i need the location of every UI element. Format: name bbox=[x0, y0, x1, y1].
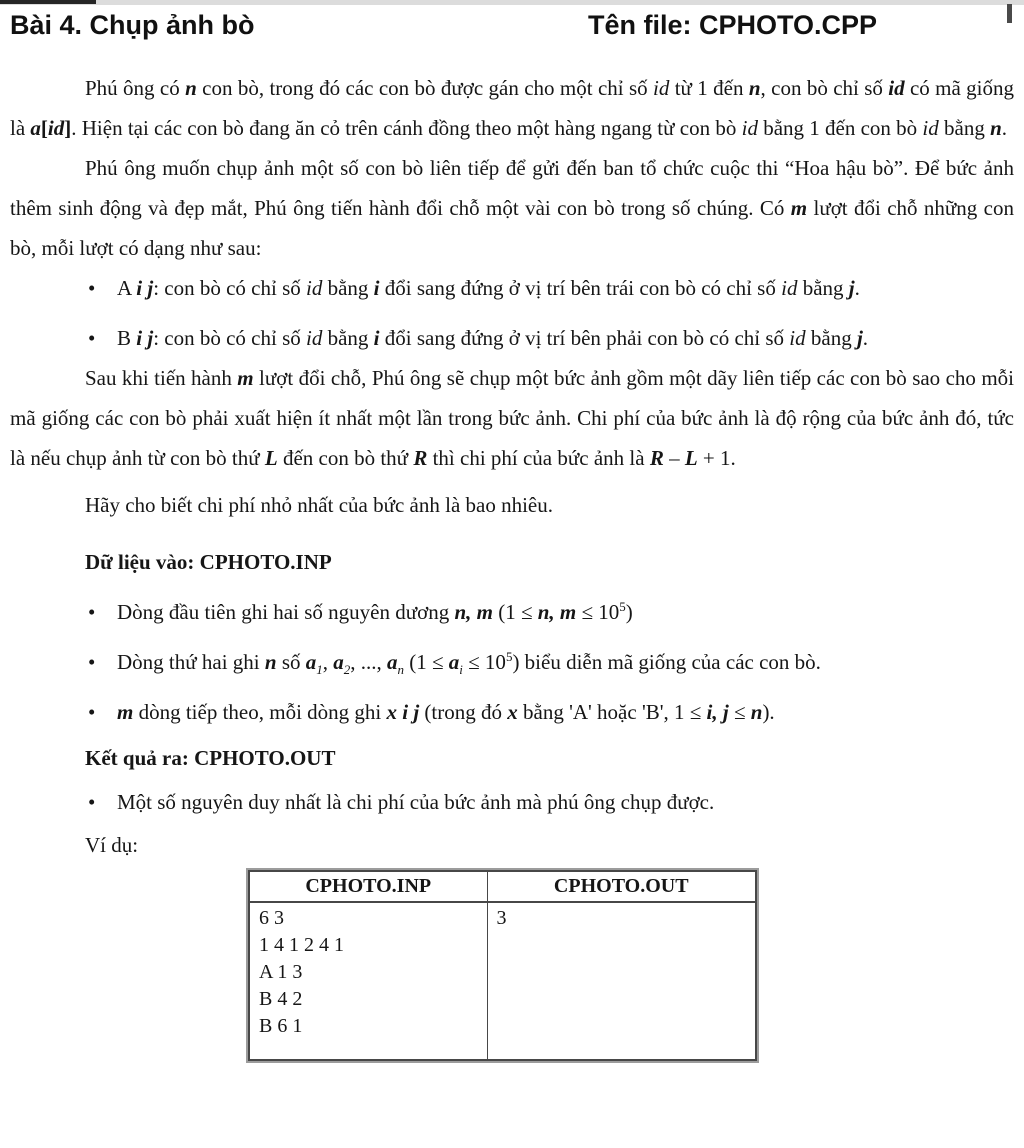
document-header bbox=[0, 0, 1024, 44]
list-item-input-line3: • m dòng tiếp theo, mỗi dòng ghi x i j (trong đó x bằng 'A' hoặc 'B', 1 ≤ i, j ≤ n). bbox=[80, 692, 1018, 732]
output-spec-heading: Kết quả ra: CPHOTO.OUT bbox=[85, 746, 336, 770]
input-spec-list bbox=[80, 592, 1018, 732]
statement-paragraph-2: Phú ông muốn chụp ảnh một số con bò liên tiếp để gửi đến ban tổ chức cuộc thi “Hoa hậu bò”. Để bức ảnh thêm sinh động và đẹp mắt, Phú ông tiến hành đổi chỗ một vài con bò trong số chúng. Có m lượt đổi chỗ những con bò, mỗi lượt có dạng như sau: bbox=[10, 156, 1015, 260]
statement-paragraph-3: Sau khi tiến hành m lượt đổi chỗ, Phú ông sẽ chụp một bức ảnh gồm một dãy liên tiếp các con bò sao cho mỗi mã giống các con bò phải xuất hiện ít nhất một lần trong bức ảnh. Chi phí của bức ảnh là độ rộng của bức ảnh đó, tức là nếu chụp ảnh từ con bò thứ L đến con bò thứ R thì chi phí của bức ảnh là R – L + 1. bbox=[10, 366, 1014, 470]
list-item-output-line1: • Một số nguyên duy nhất là chi phí của bức ảnh mà phú ông chụp được. bbox=[80, 782, 1018, 822]
swap-operations-list bbox=[80, 268, 1018, 358]
list-item-swap-a: • A i j: con bò có chỉ số id bằng i đổi sang đứng ở vị trí bên trái con bò có chỉ số id bằng j. bbox=[80, 268, 1018, 308]
input-spec-heading: Dữ liệu vào: CPHOTO.INP bbox=[85, 550, 332, 574]
statement-paragraph-1: Phú ông có n con bò, trong đó các con bò được gán cho một chỉ số id từ 1 đến n, con bò chỉ số id có mã giống là a[id]. Hiện tại các con bò đang ăn cỏ trên cánh đồng theo một hàng ngang từ con bò id bằng 1 đến con bò id bằng n. bbox=[10, 76, 1014, 140]
example-label: Ví dụ: bbox=[85, 833, 139, 857]
table-cell-line: 1 4 1 2 4 1 bbox=[259, 934, 344, 956]
example-table bbox=[248, 870, 757, 1061]
table-cell-line: B 4 2 bbox=[259, 988, 303, 1010]
table-cell-line: B 6 1 bbox=[259, 1015, 303, 1037]
table-cell-line: 3 bbox=[496, 907, 507, 929]
list-item-swap-b: • B i j: con bò có chỉ số id bằng i đổi sang đứng ở vị trí bên phải con bò có chỉ số id bằng j. bbox=[80, 318, 1018, 358]
list-item-input-line1: • Dòng đầu tiên ghi hai số nguyên dương n, m (1 ≤ n, $m \le 10^5$) bbox=[80, 592, 1018, 632]
file-name-label: Tên file: CPHOTO.CPP bbox=[588, 10, 878, 40]
table-cell-line: A 1 3 bbox=[259, 961, 303, 983]
example-table-data-row bbox=[249, 902, 756, 1060]
table-cell-line: 6 3 bbox=[259, 907, 284, 929]
table-cell-output-data bbox=[487, 902, 756, 1060]
table-cell-input-data bbox=[249, 902, 487, 1060]
example-table-header-row bbox=[249, 871, 756, 902]
output-spec-list bbox=[80, 782, 1018, 822]
list-item-input-line2: • Dòng thứ hai ghi n số $a_1$, $a_2$, ..., $a_n$ $(1 \le a_i \le 10^5)$ biểu diễn mã giống của các con bò. bbox=[80, 642, 1018, 682]
problem-title: Bài 4. Chụp ảnh bò bbox=[10, 10, 255, 40]
statement-question: Hãy cho biết chi phí nhỏ nhất của bức ảnh là bao nhiêu. bbox=[85, 493, 553, 517]
table-header-output-file: CPHOTO.OUT bbox=[487, 871, 756, 902]
table-header-input-file: CPHOTO.INP bbox=[249, 871, 487, 902]
